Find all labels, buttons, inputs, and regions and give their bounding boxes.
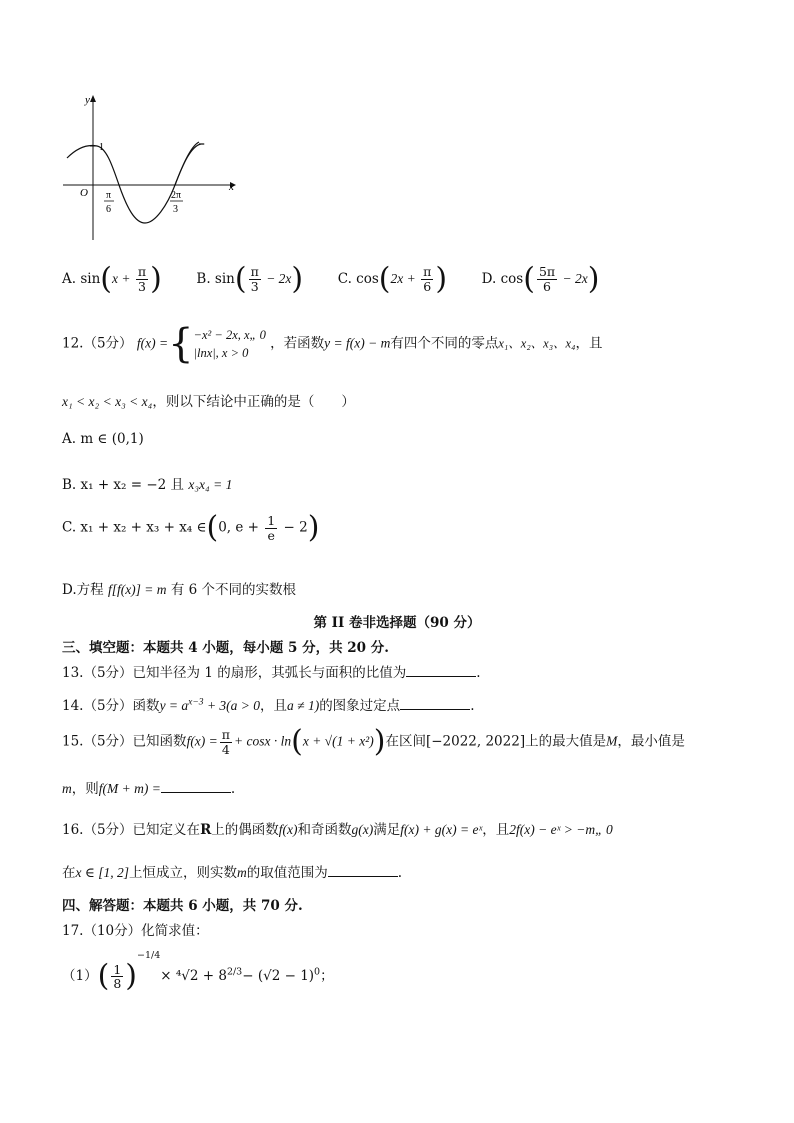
math: m [62, 781, 72, 796]
math: f(M + m) = [98, 781, 161, 796]
q13-text: 13.（5分）已知半径为 1 的扇形，其弧长与面积的比值为 [62, 665, 407, 681]
exponent: x−3 [188, 697, 204, 708]
tick-2pi3-den: 3 [173, 204, 178, 215]
option-label: B. [196, 270, 211, 287]
sine-curve-tail [175, 142, 199, 185]
math: a ≠ 1) [287, 698, 320, 713]
text: D.方程 [62, 582, 108, 598]
text: ，且 [482, 822, 510, 838]
math: y = a [159, 698, 189, 713]
math: f(x) + g(x) = eˣ [400, 822, 483, 837]
part2-title: 第 II 卷非选择题（90 分） [313, 615, 481, 631]
math: − 2 [279, 519, 308, 536]
text: 14.（5分）函数 [62, 698, 160, 714]
frac-den: 3 [250, 278, 259, 294]
arg: x + [112, 270, 134, 286]
fn-name: sin [214, 270, 235, 287]
q12-option-d [62, 578, 296, 598]
frac-den: 6 [543, 278, 551, 294]
q16-line1 [62, 818, 613, 838]
text: 和奇函数 [297, 822, 352, 838]
q12-stem: 12.（5分） f(x) ={ −x² − 2x, x„ 0 |lnx|, x > 0 ，若函数y = f(x) − m有四个不同的零点x₁、x₂、x₃、x₄，且 [62, 321, 603, 367]
math: M [606, 733, 618, 749]
math: y = f(x) − m [324, 335, 391, 351]
q15-line1: 15.（5分）已知函数f(x) = $\frac{\pi}{4}$ + cosx · ln(x + √(1 + x²))在区间[−2022, 2022]上的最大值是M，最小值是 [62, 724, 685, 759]
frac-den: e [267, 527, 275, 543]
exponent: −1/4 [136, 950, 161, 961]
q12-option-b [62, 473, 232, 493]
case-2: |lnx|, x > 0 [193, 346, 249, 360]
section3-heading: 三、填空题：本题共 4 小题，每小题 5 分，共 20 分. [62, 640, 389, 656]
sine-curve [67, 144, 204, 223]
option-label: C. [337, 270, 352, 287]
math: x ∈ [1, 2] [75, 865, 129, 880]
math: x₁、x₂、x₃、x₄ [498, 336, 576, 351]
exponent: 0 [314, 966, 321, 978]
q16-line2: 在x ∈ [1, 2]上恒成立，则实数m的取值范围为 . [62, 865, 403, 881]
frac-den: 4 [221, 741, 230, 757]
arg: − 2x [262, 270, 292, 286]
function-def: f(x) = [136, 335, 169, 351]
frac-den: 6 [423, 278, 432, 294]
fn-name: cos [356, 270, 379, 287]
text: 上的偶函数 [211, 822, 279, 838]
text: 满足 [373, 822, 401, 838]
text: ，则 [71, 781, 99, 797]
frac-den: 8 [113, 976, 122, 991]
math: x₁ < x₂ < x₃ < x₄ [62, 394, 153, 409]
piecewise-cases [194, 326, 266, 362]
math: f(x) [278, 822, 298, 837]
text: 的取值范围为 [246, 865, 328, 881]
math: 0, e + [218, 519, 264, 536]
text: ，且 [260, 698, 288, 714]
math: f(x) = [186, 733, 218, 749]
frac-num: 1 [113, 961, 122, 977]
case-1: −x² − 2x, x„ 0 [193, 327, 266, 342]
text: ，且 [575, 335, 603, 352]
text: 15.（5分）已知函数 [62, 733, 187, 750]
fn-name: cos [500, 270, 524, 287]
text: ，则以下结论中正确的是（ ） [152, 394, 355, 410]
text: ，若函数 [270, 335, 325, 352]
q15-line2: m，则f(M + m) = . [62, 781, 236, 797]
math: + 3(a > 0 [203, 698, 261, 713]
option-label: A. [62, 270, 77, 287]
fn-name: sin [80, 270, 101, 287]
math: [−2022, 2022] [425, 733, 526, 750]
answer-blank [328, 864, 398, 877]
q11-option-d: D. cos( $\frac{5\pi}{6}$ − 2x) [481, 261, 600, 296]
frac-den: 3 [138, 278, 146, 294]
text: ，最小值是 [617, 733, 685, 750]
answer-blank [400, 697, 470, 710]
math: × ⁴√2 + 8 [160, 968, 227, 984]
text: 16.（5分）已知定义在 [62, 822, 201, 838]
answer-blank [406, 664, 476, 677]
text: 上恒成立，则实数 [129, 865, 237, 881]
math: g(x) [351, 822, 374, 837]
text: 的图象过定点 [319, 698, 401, 714]
answer-blank [161, 780, 231, 793]
q11-option-c: C. cos(2x + $\frac{\pi}{6}$ ) [337, 261, 448, 296]
q13: 13.（5分）已知半径为 1 的扇形，其弧长与面积的比值为 . [62, 665, 481, 681]
tick-pi6-num: π [106, 190, 112, 201]
text: 且 [166, 477, 189, 493]
math: − (√2 − 1) [242, 968, 315, 984]
text: 上的最大值是 [525, 733, 607, 750]
y-axis-label: y [85, 94, 90, 106]
section4-heading: 四、解答题：本题共 6 小题，共 70 分. [62, 898, 303, 914]
q14: 14.（5分）函数$y = a^{x-3} + 3(a > 0$，且a ≠ 1)的图象过定点 . [62, 697, 475, 714]
frac-num: π [250, 264, 259, 280]
q12-option-c: C. x₁ + x₂ + x₃ + x₄ ∈(0, e + $\frac{1}{e}$ − 2) [62, 510, 320, 545]
frac-num: 5π [538, 264, 556, 280]
q12-option-a: A. m ∈ (0,1) [62, 431, 144, 447]
text: 有 6 个不同的实数根 [166, 582, 297, 598]
q11-options [62, 261, 600, 296]
math: R [200, 822, 212, 838]
text: ； [320, 968, 334, 984]
text: 在 [62, 865, 76, 881]
math: + cosx · ln [234, 733, 292, 749]
q11-option-a: A. sin(x + $\frac{\pi}{3}$ ) [62, 261, 162, 296]
sine-graph [55, 88, 245, 248]
exponent: 2/3 [226, 966, 243, 978]
q11-option-b: B. sin( $\frac{\pi}{3}$ − 2x) [196, 261, 304, 296]
origin-label: O [80, 187, 88, 199]
question-number: 12.（5分） [62, 335, 133, 352]
frac-num: π [221, 727, 230, 743]
math: C. x₁ + x₂ + x₃ + x₄ ∈ [62, 519, 207, 536]
math: x₃x₄ = 1 [188, 477, 233, 492]
math: m [237, 865, 247, 880]
arg: 2x + [390, 270, 420, 286]
text: 在区间 [385, 733, 426, 750]
x-axis-label: x [229, 181, 234, 193]
q17-heading: 17.（10分）化简求值： [62, 923, 209, 939]
math: B. x₁ + x₂ = −2 [62, 477, 167, 493]
math: 2f(x) − eˣ > −m„ 0 [509, 822, 613, 837]
math: f[f(x)] = m [107, 582, 167, 597]
one-label: 1 [99, 142, 104, 153]
q12-line2 [62, 390, 355, 410]
frac-num: π [423, 264, 432, 280]
arg: − 2x [559, 270, 588, 286]
frac-num: 1 [267, 513, 276, 529]
y-axis-arrow [90, 95, 96, 102]
part-label: （1） [62, 968, 98, 984]
tick-2pi3-num: 2π [171, 190, 182, 201]
q17-part1: （1）( $\frac{1}{8}$ )$^{-1/4}\times ^4√2 + 8^{2/3}- (√2 - 1)^0$； [62, 950, 334, 994]
frac-num: π [137, 264, 147, 280]
tick-pi6-den: 6 [106, 204, 111, 215]
option-label: D. [481, 270, 497, 287]
text: 有四个不同的零点 [390, 335, 499, 352]
math: x + √(1 + x²) [302, 733, 374, 749]
